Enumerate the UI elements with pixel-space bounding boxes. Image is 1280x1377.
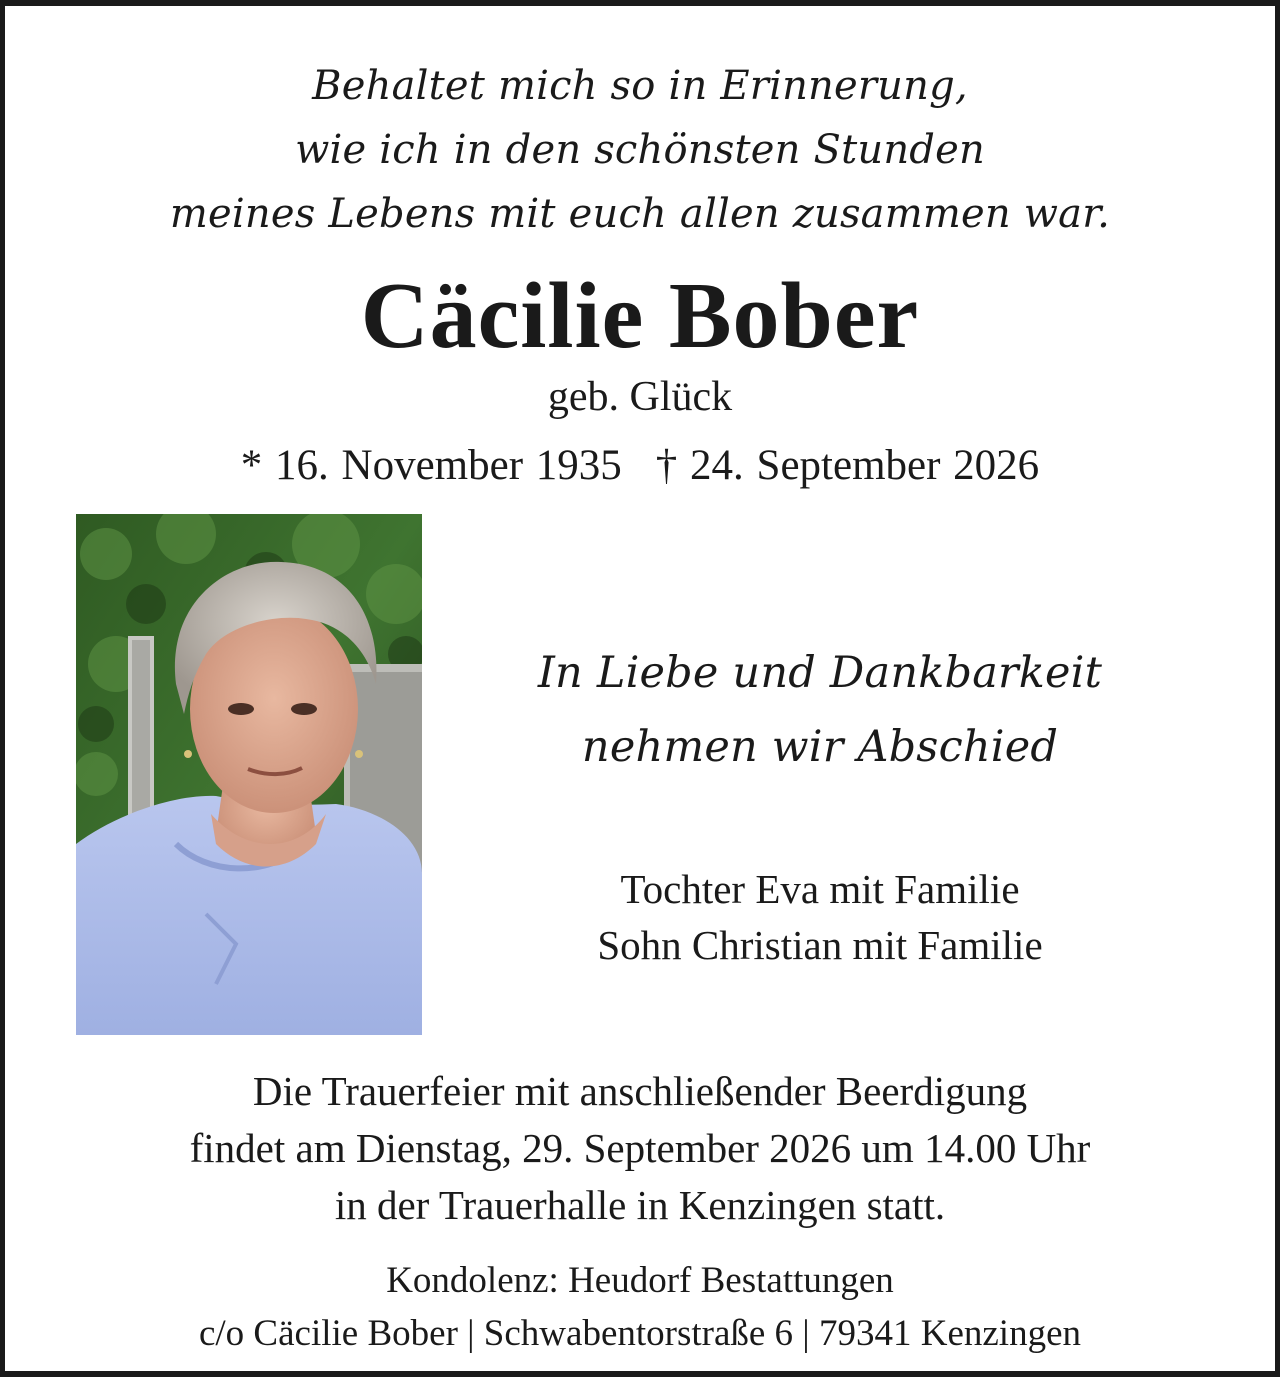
mourner-line-1: Tochter Eva mit Familie — [620, 866, 1020, 912]
birth-date: * 16. November 1935 — [240, 442, 622, 489]
ceremony-line-1: Die Trauerfeier mit anschließender Beerdigung — [252, 1068, 1028, 1114]
farewell-line-2: nehmen wir Abschied — [581, 722, 1059, 772]
deceased-name: Cäcilie Bober — [360, 264, 920, 368]
farewell-line-1: In Liebe und Dankbarkeit — [537, 648, 1103, 698]
life-dates — [5, 439, 1275, 493]
contact-line-1: Kondolenz: Heudorf Bestattungen — [386, 1260, 894, 1301]
birth-name: geb. Glück — [547, 374, 733, 420]
mourner-line-2: Sohn Christian mit Familie — [597, 922, 1043, 968]
portrait-photo — [76, 514, 422, 1035]
funeral-details — [5, 1063, 1275, 1234]
farewell-text — [470, 636, 1170, 784]
mourners — [470, 861, 1170, 973]
quote-line-2: wie ich in den schönsten Stunden — [295, 127, 985, 173]
contact-line-2: c/o Cäcilie Bober | Schwabentorstraße 6 | 79341 Kenzingen — [198, 1313, 1081, 1354]
ceremony-line-3: in der Trauerhalle in Kenzingen statt. — [334, 1182, 946, 1228]
quote-line-1: Behaltet mich so in Erinnerung, — [312, 63, 968, 109]
ceremony-line-2: findet am Dienstag, 29. September 2026 um 14.00 Uhr — [189, 1125, 1091, 1171]
death-date: † 24. September 2026 — [655, 442, 1040, 489]
quote-line-3: meines Lebens mit euch allen zusammen war. — [169, 191, 1111, 237]
condolence-contact — [5, 1254, 1275, 1360]
memorial-quote — [5, 54, 1275, 246]
